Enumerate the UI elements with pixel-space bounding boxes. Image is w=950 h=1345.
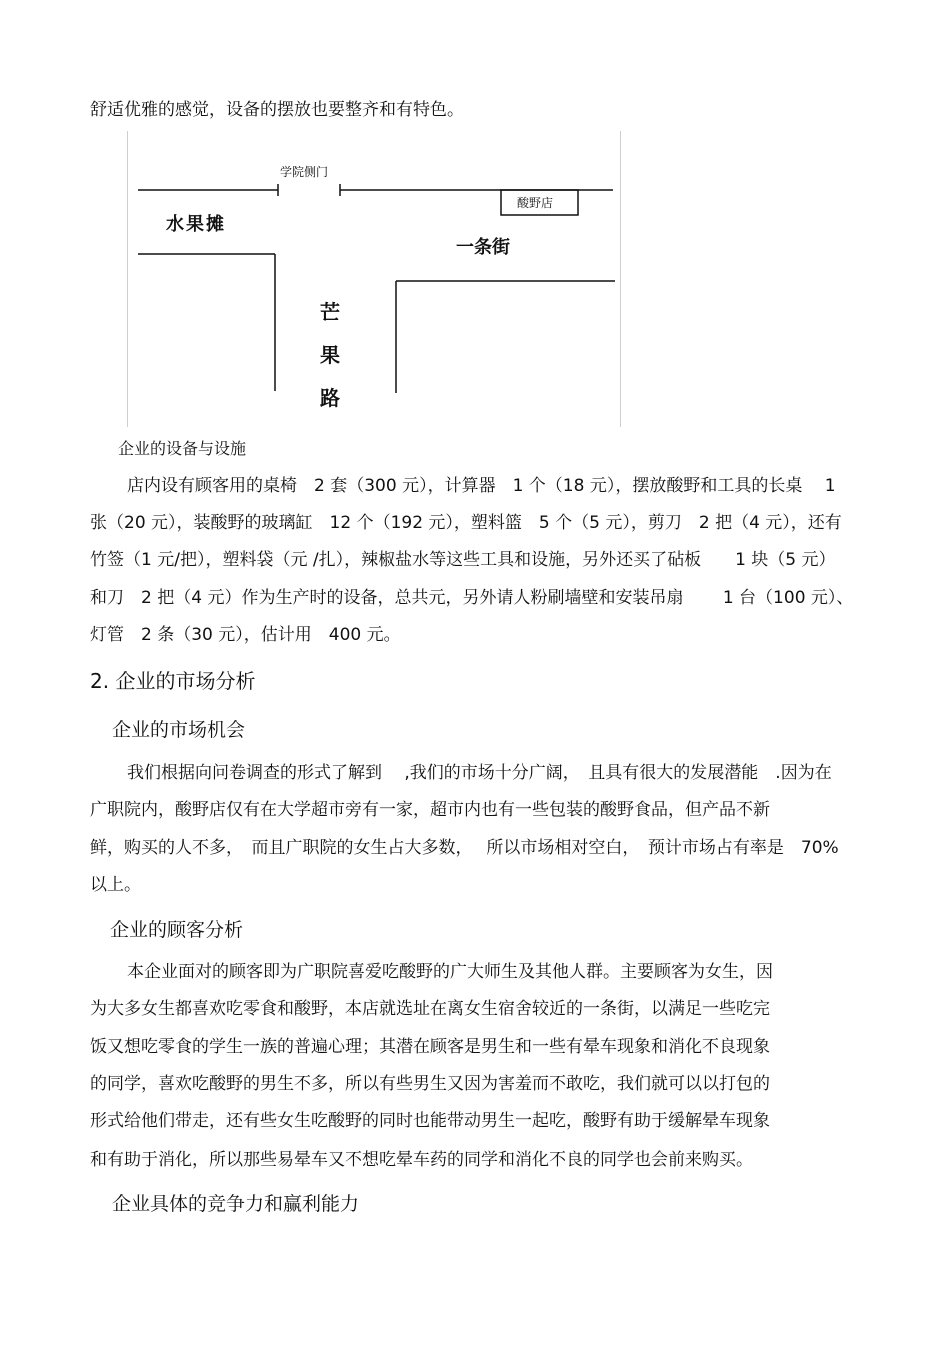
- equipment-line-1: 店内设有顾客用的桌椅 2 套（300 元），计算器 1 个（18 元），摆放酸野和工具的长桌 1: [127, 476, 836, 496]
- shop-label: 酸野店: [517, 196, 554, 210]
- street-label: 一条街: [456, 237, 510, 258]
- equipment-line-4: 和刀 2 把（4 元）作为生产时的设备，总共元，另外请人粉刷墙壁和安装吊扇 1 台（100 元）、: [90, 588, 854, 608]
- competition-heading: 企业具体的竞争力和赢利能力: [112, 1193, 360, 1215]
- equipment-line-5: 灯管 2 条（30 元），估计用 400 元。: [90, 625, 401, 645]
- customer-line-4: 的同学，喜欢吃酸野的男生不多，所以有些男生又因为害羞而不敢吃，我们就可以以打包的: [90, 1074, 770, 1094]
- market-opportunity-heading: 企业的市场机会: [112, 719, 246, 741]
- equipment-line-2: 张（20 元），装酸野的玻璃缸 12 个（192 元），塑料篮 5 个（5 元），剪刀 2 把（4 元），还有: [90, 513, 842, 533]
- opportunity-line-4: 以上。: [90, 875, 141, 895]
- intro-line: 舒适优雅的感觉，设备的摆放也要整齐和有特色。: [90, 100, 464, 120]
- customer-line-2: 为大多女生都喜欢吃零食和酸野，本店就选址在离女生宿舍较近的一条街，以满足一些吃完: [90, 999, 770, 1019]
- customer-line-5: 形式给他们带走，还有些女生吃酸野的同时也能带动男生一起吃，酸野有助于缓解晕车现象: [90, 1111, 770, 1131]
- customer-line-1: 本企业面对的顾客即为广职院喜爱吃酸野的广大师生及其他人群。主要顾客为女生，因: [127, 962, 773, 982]
- stall-label: 水果摊: [166, 214, 226, 235]
- road-label-char-2: 果: [320, 343, 340, 367]
- customer-line-3: 饭又想吃零食的学生一族的普遍心理；其潜在顾客是男生和一些有晕车现象和消化不良现象: [90, 1037, 770, 1057]
- road-label-char-1: 芒: [320, 300, 340, 324]
- opportunity-line-3: 鲜，购买的人不多， 而且广职院的女生占大多数， 所以市场相对空白， 预计市场占有率是 70%: [90, 838, 839, 858]
- opportunity-line-1: 我们根据向问卷调查的形式了解到 ,我们的市场十分广阔， 且具有很大的发展潜能 .因为在: [127, 763, 832, 783]
- market-analysis-heading: 2. 企业的市场分析: [90, 669, 256, 693]
- map-drawing: [128, 131, 622, 427]
- gate-label: 学院侧门: [280, 165, 329, 179]
- equipment-line-3: 竹签（1 元/把），塑料袋（元 /扎），辣椒盐水等这些工具和设施，另外还买了砧板 1 块（5 元）: [90, 550, 836, 570]
- location-map: [127, 131, 621, 427]
- opportunity-line-2: 广职院内，酸野店仅有在大学超市旁有一家，超市内也有一些包装的酸野食品，但产品不新: [90, 800, 770, 820]
- equipment-heading: 企业的设备与设施: [118, 439, 247, 458]
- road-label-char-3: 路: [320, 386, 340, 410]
- customer-analysis-heading: 企业的顾客分析: [110, 919, 244, 941]
- customer-line-6: 和有助于消化，所以那些易晕车又不想吃晕车药的同学和消化不良的同学也会前来购买。: [90, 1150, 753, 1170]
